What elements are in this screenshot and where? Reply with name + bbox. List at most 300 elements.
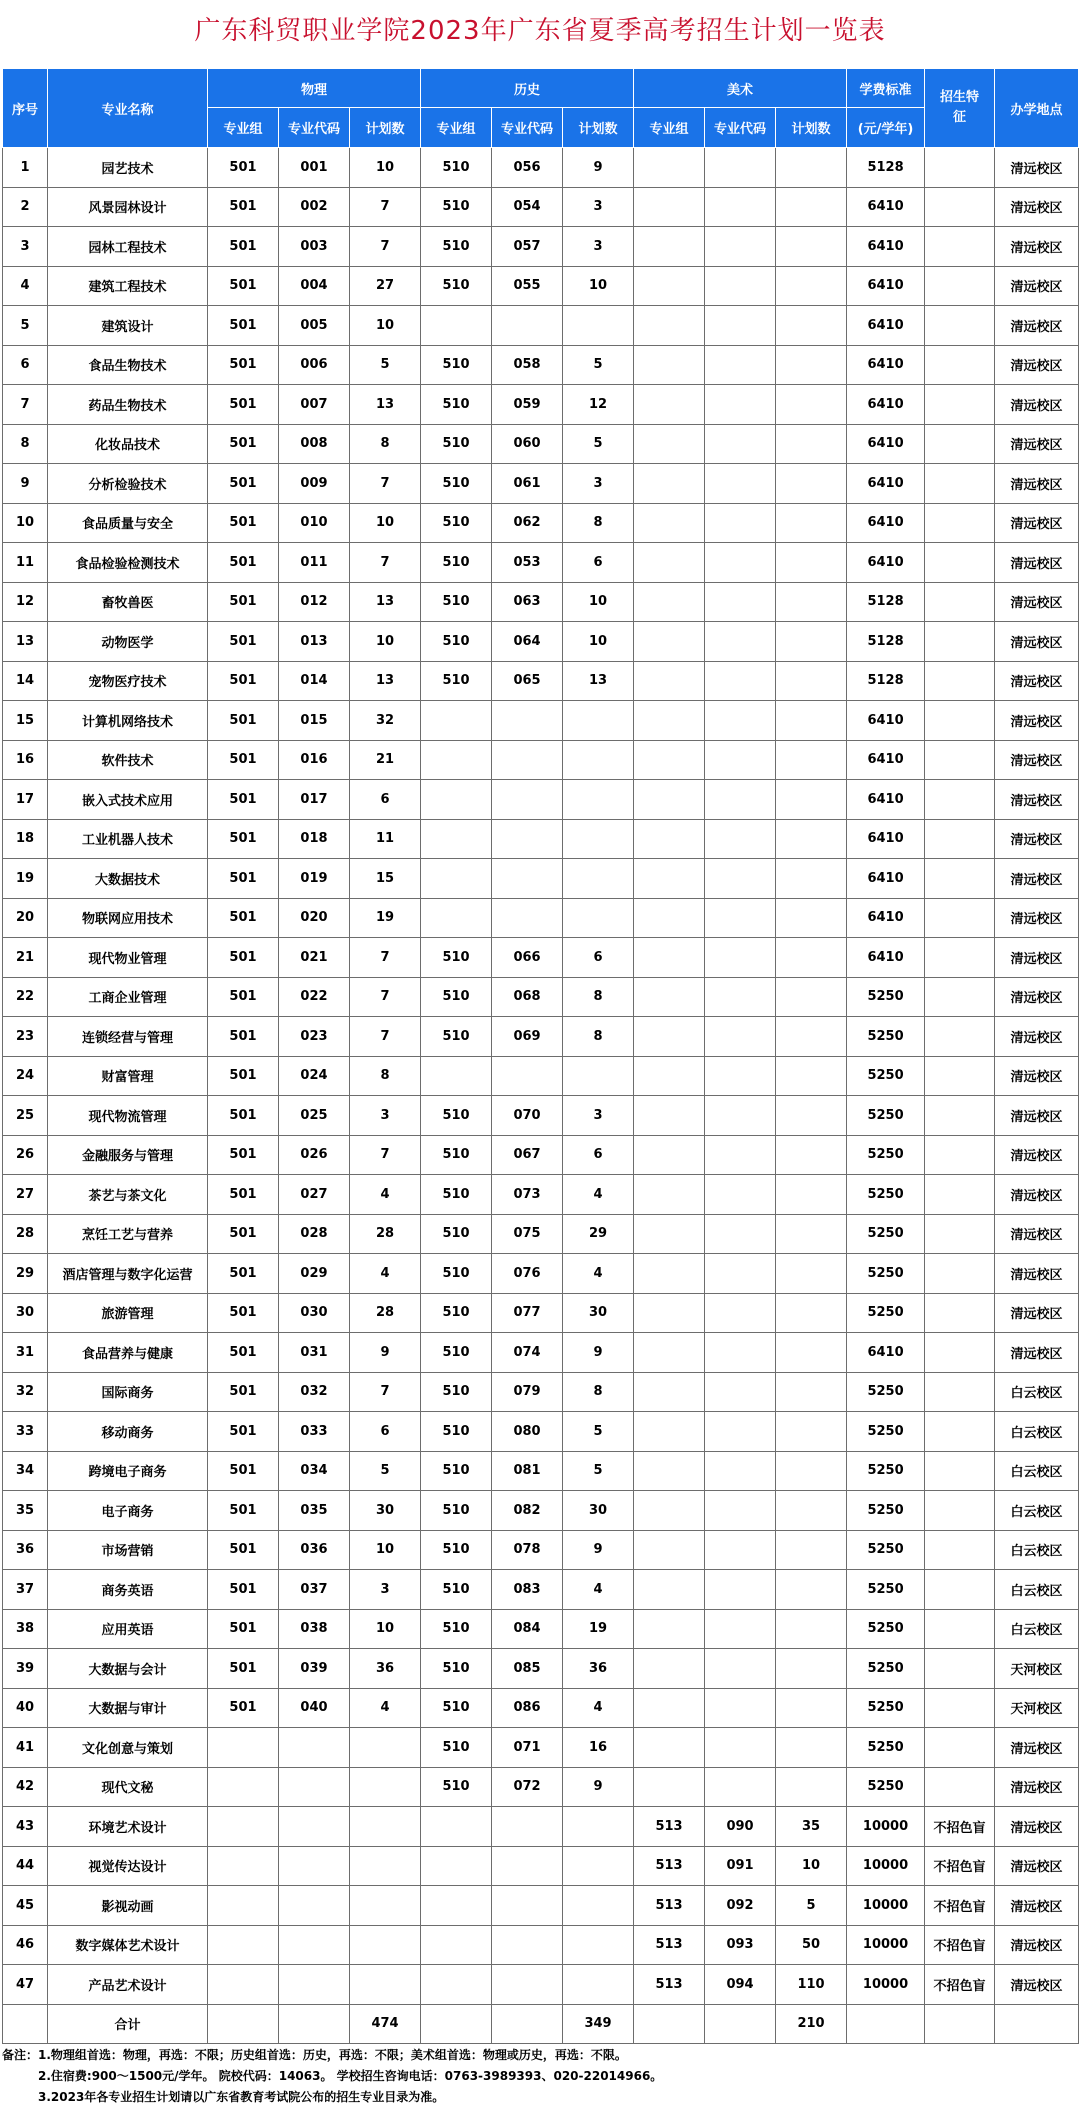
- history-group-cell: 510: [421, 1530, 492, 1570]
- history-group-cell: 510: [421, 1214, 492, 1254]
- history-code-cell: [492, 701, 563, 741]
- physics-group-cell: 501: [208, 1649, 279, 1689]
- fee-cell: 6410: [847, 1333, 925, 1373]
- fee-cell: 5250: [847, 1728, 925, 1768]
- seq-cell: 45: [3, 1886, 48, 1926]
- art-plan-cell: [776, 780, 847, 820]
- art-plan-cell: [776, 424, 847, 464]
- art-code-cell: [705, 1254, 776, 1294]
- fee-cell: 5250: [847, 1451, 925, 1491]
- physics-plan-cell: 5: [350, 345, 421, 385]
- history-group-cell: [421, 1965, 492, 2005]
- seq-cell: 8: [3, 424, 48, 464]
- physics-code-cell: 020: [279, 898, 350, 938]
- physics-plan-cell: [350, 1925, 421, 1965]
- art-group-cell: [634, 582, 705, 622]
- major-name-cell: 大数据与审计: [48, 1688, 208, 1728]
- history-code-cell: 075: [492, 1214, 563, 1254]
- art-plan-cell: [776, 227, 847, 267]
- physics-group-cell: 501: [208, 1254, 279, 1294]
- seq-cell: 29: [3, 1254, 48, 1294]
- physics-code-cell: 019: [279, 859, 350, 899]
- art-group-cell: [634, 1293, 705, 1333]
- major-name-cell: 建筑设计: [48, 306, 208, 346]
- physics-plan-cell: 10: [350, 1530, 421, 1570]
- history-plan-cell: 9: [563, 1333, 634, 1373]
- major-name-cell: 动物医学: [48, 622, 208, 662]
- art-code-cell: [705, 1649, 776, 1689]
- art-code-cell: 092: [705, 1886, 776, 1926]
- fee-cell: 6410: [847, 227, 925, 267]
- history-group-cell: 510: [421, 1372, 492, 1412]
- major-name-cell: 计算机网络技术: [48, 701, 208, 741]
- history-plan-cell: 4: [563, 1688, 634, 1728]
- feature-cell: [925, 977, 995, 1017]
- feature-cell: [925, 503, 995, 543]
- history-plan-cell: [563, 1925, 634, 1965]
- art-code-cell: [705, 1175, 776, 1215]
- feature-cell: [925, 543, 995, 583]
- seq-cell: 43: [3, 1807, 48, 1847]
- major-name-cell: 大数据与会计: [48, 1649, 208, 1689]
- feature-cell: [925, 1609, 995, 1649]
- art-group-cell: [634, 424, 705, 464]
- art-group-cell: 513: [634, 1886, 705, 1926]
- seq-cell: 23: [3, 1017, 48, 1057]
- art-group-cell: [634, 938, 705, 978]
- feature-cell: [925, 385, 995, 425]
- fee-cell: 5250: [847, 1372, 925, 1412]
- physics-plan-cell: 4: [350, 1254, 421, 1294]
- table-row: [3, 306, 1079, 346]
- physics-plan-cell: [350, 1965, 421, 2005]
- physics-plan-cell: 27: [350, 266, 421, 306]
- total-row: [3, 2004, 1079, 2044]
- art-group-cell: [634, 1372, 705, 1412]
- fee-cell: 5250: [847, 1017, 925, 1057]
- feature-cell: [925, 819, 995, 859]
- table-row: [3, 1688, 1079, 1728]
- physics-plan-cell: 6: [350, 1412, 421, 1452]
- campus-cell: 清远校区: [995, 1293, 1079, 1333]
- history-plan-cell: 30: [563, 1293, 634, 1333]
- art-plan-cell: 10: [776, 1846, 847, 1886]
- history-code-cell: 084: [492, 1609, 563, 1649]
- table-row: [3, 819, 1079, 859]
- history-plan-cell: 19: [563, 1609, 634, 1649]
- table-row: [3, 859, 1079, 899]
- physics-group-cell: 501: [208, 385, 279, 425]
- art-plan-cell: [776, 1017, 847, 1057]
- campus-cell: 清远校区: [995, 977, 1079, 1017]
- physics-plan-cell: 4: [350, 1688, 421, 1728]
- major-name-cell: 金融服务与管理: [48, 1135, 208, 1175]
- art-code-cell: [705, 1214, 776, 1254]
- note-line: 2.住宿费:900～1500元/学年。 院校代码：14063。 学校招生咨询电话：0763-3989393、020-22014966。: [38, 2069, 663, 2083]
- header-feature: 招生特征: [925, 69, 995, 148]
- history-plan-cell: [563, 306, 634, 346]
- header-physics-code: 专业代码: [279, 108, 350, 148]
- physics-group-cell: 501: [208, 661, 279, 701]
- table-row: [3, 622, 1079, 662]
- total-campus: [995, 2004, 1079, 2044]
- seq-cell: 19: [3, 859, 48, 899]
- total-history-group: [421, 2004, 492, 2044]
- physics-group-cell: 501: [208, 740, 279, 780]
- feature-cell: [925, 661, 995, 701]
- feature-cell: [925, 1372, 995, 1412]
- feature-cell: 不招色盲: [925, 1846, 995, 1886]
- fee-cell: 6410: [847, 385, 925, 425]
- physics-code-cell: 035: [279, 1491, 350, 1531]
- history-group-cell: [421, 1846, 492, 1886]
- major-name-cell: 园艺技术: [48, 148, 208, 188]
- major-name-cell: 食品生物技术: [48, 345, 208, 385]
- campus-cell: 清远校区: [995, 740, 1079, 780]
- history-code-cell: 065: [492, 661, 563, 701]
- art-plan-cell: 110: [776, 1965, 847, 2005]
- art-group-cell: [634, 898, 705, 938]
- physics-plan-cell: 6: [350, 780, 421, 820]
- history-code-cell: 059: [492, 385, 563, 425]
- history-group-cell: [421, 1807, 492, 1847]
- physics-plan-cell: 28: [350, 1293, 421, 1333]
- physics-plan-cell: 30: [350, 1491, 421, 1531]
- total-fee: [847, 2004, 925, 2044]
- history-plan-cell: [563, 1056, 634, 1096]
- table-row: [3, 1807, 1079, 1847]
- table-row: [3, 1451, 1079, 1491]
- campus-cell: 清远校区: [995, 1965, 1079, 2005]
- physics-code-cell: 026: [279, 1135, 350, 1175]
- fee-cell: 5128: [847, 148, 925, 188]
- feature-cell: [925, 1214, 995, 1254]
- art-plan-cell: [776, 1530, 847, 1570]
- campus-cell: 天河校区: [995, 1649, 1079, 1689]
- campus-cell: 清远校区: [995, 464, 1079, 504]
- campus-cell: 清远校区: [995, 424, 1079, 464]
- history-plan-cell: 4: [563, 1175, 634, 1215]
- major-name-cell: 园林工程技术: [48, 227, 208, 267]
- art-group-cell: [634, 1688, 705, 1728]
- physics-group-cell: 501: [208, 819, 279, 859]
- seq-cell: 5: [3, 306, 48, 346]
- physics-code-cell: 006: [279, 345, 350, 385]
- seq-cell: 38: [3, 1609, 48, 1649]
- history-plan-cell: 4: [563, 1570, 634, 1610]
- physics-group-cell: 501: [208, 780, 279, 820]
- history-plan-cell: [563, 1965, 634, 2005]
- major-name-cell: 应用英语: [48, 1609, 208, 1649]
- header-history: 历史: [421, 69, 634, 108]
- campus-cell: 白云校区: [995, 1491, 1079, 1531]
- physics-code-cell: 040: [279, 1688, 350, 1728]
- major-name-cell: 建筑工程技术: [48, 266, 208, 306]
- art-group-cell: [634, 1135, 705, 1175]
- major-name-cell: 嵌入式技术应用: [48, 780, 208, 820]
- history-code-cell: [492, 1925, 563, 1965]
- major-name-cell: 风景园林设计: [48, 187, 208, 227]
- art-code-cell: [705, 1491, 776, 1531]
- campus-cell: 白云校区: [995, 1570, 1079, 1610]
- history-plan-cell: 4: [563, 1254, 634, 1294]
- art-code-cell: [705, 1017, 776, 1057]
- header-fee-bottom: (元/学年): [847, 108, 925, 148]
- fee-cell: 6410: [847, 898, 925, 938]
- fee-cell: 5250: [847, 1254, 925, 1294]
- feature-cell: [925, 345, 995, 385]
- page-title: 广东科贸职业学院2023年广东省夏季高考招生计划一览表: [194, 16, 886, 46]
- art-group-cell: [634, 1609, 705, 1649]
- art-group-cell: [634, 1570, 705, 1610]
- table-row: [3, 266, 1079, 306]
- physics-code-cell: 031: [279, 1333, 350, 1373]
- physics-code-cell: 005: [279, 306, 350, 346]
- fee-cell: 5250: [847, 1096, 925, 1136]
- history-plan-cell: 3: [563, 1096, 634, 1136]
- physics-code-cell: 002: [279, 187, 350, 227]
- history-group-cell: 510: [421, 1254, 492, 1294]
- fee-cell: 5250: [847, 1135, 925, 1175]
- seq-cell: 15: [3, 701, 48, 741]
- major-name-cell: 分析检验技术: [48, 464, 208, 504]
- physics-group-cell: [208, 1965, 279, 2005]
- feature-cell: [925, 859, 995, 899]
- header-physics: 物理: [208, 69, 421, 108]
- campus-cell: 清远校区: [995, 227, 1079, 267]
- table-row: [3, 1175, 1079, 1215]
- major-name-cell: 药品生物技术: [48, 385, 208, 425]
- seq-cell: 1: [3, 148, 48, 188]
- history-code-cell: 085: [492, 1649, 563, 1689]
- history-group-cell: 510: [421, 503, 492, 543]
- physics-code-cell: [279, 1767, 350, 1807]
- table-row: [3, 1254, 1079, 1294]
- physics-group-cell: 501: [208, 306, 279, 346]
- physics-code-cell: [279, 1965, 350, 2005]
- art-group-cell: [634, 1728, 705, 1768]
- art-code-cell: [705, 227, 776, 267]
- physics-plan-cell: 13: [350, 582, 421, 622]
- physics-group-cell: 501: [208, 1372, 279, 1412]
- history-group-cell: 510: [421, 1688, 492, 1728]
- physics-group-cell: 501: [208, 543, 279, 583]
- physics-code-cell: 039: [279, 1649, 350, 1689]
- art-plan-cell: [776, 1451, 847, 1491]
- physics-code-cell: 011: [279, 543, 350, 583]
- history-group-cell: 510: [421, 1096, 492, 1136]
- history-plan-cell: 8: [563, 1372, 634, 1412]
- physics-plan-cell: 8: [350, 424, 421, 464]
- physics-group-cell: [208, 1728, 279, 1768]
- art-group-cell: [634, 1451, 705, 1491]
- physics-code-cell: 008: [279, 424, 350, 464]
- art-plan-cell: [776, 464, 847, 504]
- major-name-cell: 化妆品技术: [48, 424, 208, 464]
- enrollment-plan-table: [2, 68, 1079, 2044]
- table-row: [3, 187, 1079, 227]
- physics-plan-cell: 11: [350, 819, 421, 859]
- art-code-cell: [705, 1728, 776, 1768]
- physics-plan-cell: 10: [350, 622, 421, 662]
- history-group-cell: 510: [421, 148, 492, 188]
- feature-cell: [925, 938, 995, 978]
- physics-group-cell: 501: [208, 977, 279, 1017]
- table-row: [3, 1491, 1079, 1531]
- seq-cell: 18: [3, 819, 48, 859]
- feature-cell: [925, 740, 995, 780]
- art-plan-cell: [776, 1570, 847, 1610]
- art-code-cell: [705, 1135, 776, 1175]
- history-plan-cell: 10: [563, 266, 634, 306]
- physics-group-cell: 501: [208, 859, 279, 899]
- campus-cell: 清远校区: [995, 1925, 1079, 1965]
- physics-group-cell: 501: [208, 148, 279, 188]
- fee-cell: 6410: [847, 464, 925, 504]
- fee-cell: 5250: [847, 1293, 925, 1333]
- art-code-cell: [705, 859, 776, 899]
- physics-group-cell: 501: [208, 345, 279, 385]
- history-group-cell: [421, 306, 492, 346]
- physics-plan-cell: 7: [350, 1135, 421, 1175]
- history-plan-cell: [563, 740, 634, 780]
- physics-plan-cell: [350, 1886, 421, 1926]
- fee-cell: 10000: [847, 1965, 925, 2005]
- physics-group-cell: 501: [208, 1096, 279, 1136]
- art-code-cell: [705, 780, 776, 820]
- history-group-cell: 510: [421, 266, 492, 306]
- campus-cell: 清远校区: [995, 780, 1079, 820]
- seq-cell: 24: [3, 1056, 48, 1096]
- feature-cell: 不招色盲: [925, 1807, 995, 1847]
- history-code-cell: 082: [492, 1491, 563, 1531]
- seq-cell: 40: [3, 1688, 48, 1728]
- physics-group-cell: 501: [208, 464, 279, 504]
- history-group-cell: [421, 701, 492, 741]
- campus-cell: 清远校区: [995, 1096, 1079, 1136]
- art-group-cell: [634, 1214, 705, 1254]
- table-row: [3, 1767, 1079, 1807]
- physics-code-cell: 030: [279, 1293, 350, 1333]
- table-row: [3, 898, 1079, 938]
- physics-group-cell: [208, 1767, 279, 1807]
- major-name-cell: 食品营养与健康: [48, 1333, 208, 1373]
- art-plan-cell: [776, 701, 847, 741]
- art-plan-cell: [776, 1135, 847, 1175]
- history-group-cell: 510: [421, 1175, 492, 1215]
- feature-cell: [925, 1688, 995, 1728]
- history-plan-cell: 3: [563, 464, 634, 504]
- fee-cell: 6410: [847, 503, 925, 543]
- table-row: [3, 938, 1079, 978]
- major-name-cell: 畜牧兽医: [48, 582, 208, 622]
- physics-code-cell: 032: [279, 1372, 350, 1412]
- art-code-cell: 091: [705, 1846, 776, 1886]
- history-code-cell: 070: [492, 1096, 563, 1136]
- history-group-cell: [421, 1886, 492, 1926]
- history-plan-cell: 8: [563, 503, 634, 543]
- history-plan-cell: 6: [563, 938, 634, 978]
- seq-cell: 44: [3, 1846, 48, 1886]
- physics-code-cell: 010: [279, 503, 350, 543]
- art-code-cell: [705, 464, 776, 504]
- major-name-cell: 影视动画: [48, 1886, 208, 1926]
- table-row: [3, 780, 1079, 820]
- physics-group-cell: 501: [208, 898, 279, 938]
- history-code-cell: 054: [492, 187, 563, 227]
- physics-group-cell: 501: [208, 227, 279, 267]
- table-body: [3, 148, 1079, 2005]
- table-row: [3, 977, 1079, 1017]
- campus-cell: 白云校区: [995, 1451, 1079, 1491]
- physics-group-cell: 501: [208, 1333, 279, 1373]
- history-group-cell: 510: [421, 1293, 492, 1333]
- total-art-code: [705, 2004, 776, 2044]
- campus-cell: 白云校区: [995, 1412, 1079, 1452]
- major-name-cell: 食品检验检测技术: [48, 543, 208, 583]
- history-plan-cell: [563, 898, 634, 938]
- physics-group-cell: 501: [208, 187, 279, 227]
- table-row: [3, 1017, 1079, 1057]
- history-code-cell: [492, 740, 563, 780]
- physics-code-cell: 003: [279, 227, 350, 267]
- seq-cell: 27: [3, 1175, 48, 1215]
- feature-cell: [925, 898, 995, 938]
- feature-cell: [925, 780, 995, 820]
- physics-group-cell: 501: [208, 1688, 279, 1728]
- art-plan-cell: 50: [776, 1925, 847, 1965]
- history-plan-cell: 13: [563, 661, 634, 701]
- physics-plan-cell: 3: [350, 1570, 421, 1610]
- seq-cell: 25: [3, 1096, 48, 1136]
- history-plan-cell: 16: [563, 1728, 634, 1768]
- art-code-cell: [705, 1570, 776, 1610]
- feature-cell: [925, 1017, 995, 1057]
- physics-plan-cell: 7: [350, 464, 421, 504]
- art-group-cell: [634, 345, 705, 385]
- art-group-cell: [634, 1096, 705, 1136]
- physics-plan-cell: 4: [350, 1175, 421, 1215]
- art-code-cell: [705, 1451, 776, 1491]
- table-row: [3, 543, 1079, 583]
- history-group-cell: [421, 740, 492, 780]
- history-group-cell: 510: [421, 1570, 492, 1610]
- fee-cell: 5250: [847, 1688, 925, 1728]
- table-row: [3, 582, 1079, 622]
- table-row: [3, 1925, 1079, 1965]
- history-code-cell: 055: [492, 266, 563, 306]
- art-group-cell: [634, 780, 705, 820]
- physics-plan-cell: 7: [350, 227, 421, 267]
- seq-cell: 31: [3, 1333, 48, 1373]
- physics-code-cell: 022: [279, 977, 350, 1017]
- art-plan-cell: [776, 938, 847, 978]
- art-code-cell: [705, 740, 776, 780]
- physics-group-cell: 501: [208, 701, 279, 741]
- art-plan-cell: [776, 1688, 847, 1728]
- art-plan-cell: 5: [776, 1886, 847, 1926]
- major-name-cell: 国际商务: [48, 1372, 208, 1412]
- art-code-cell: [705, 938, 776, 978]
- physics-code-cell: [279, 1728, 350, 1768]
- art-plan-cell: [776, 503, 847, 543]
- note-line: 3.2023年各专业招生计划请以广东省教育考试院公布的招生专业目录为准。: [38, 2090, 445, 2104]
- art-code-cell: [705, 701, 776, 741]
- campus-cell: 清远校区: [995, 1056, 1079, 1096]
- major-name-cell: 文化创意与策划: [48, 1728, 208, 1768]
- feature-cell: [925, 148, 995, 188]
- art-group-cell: [634, 622, 705, 662]
